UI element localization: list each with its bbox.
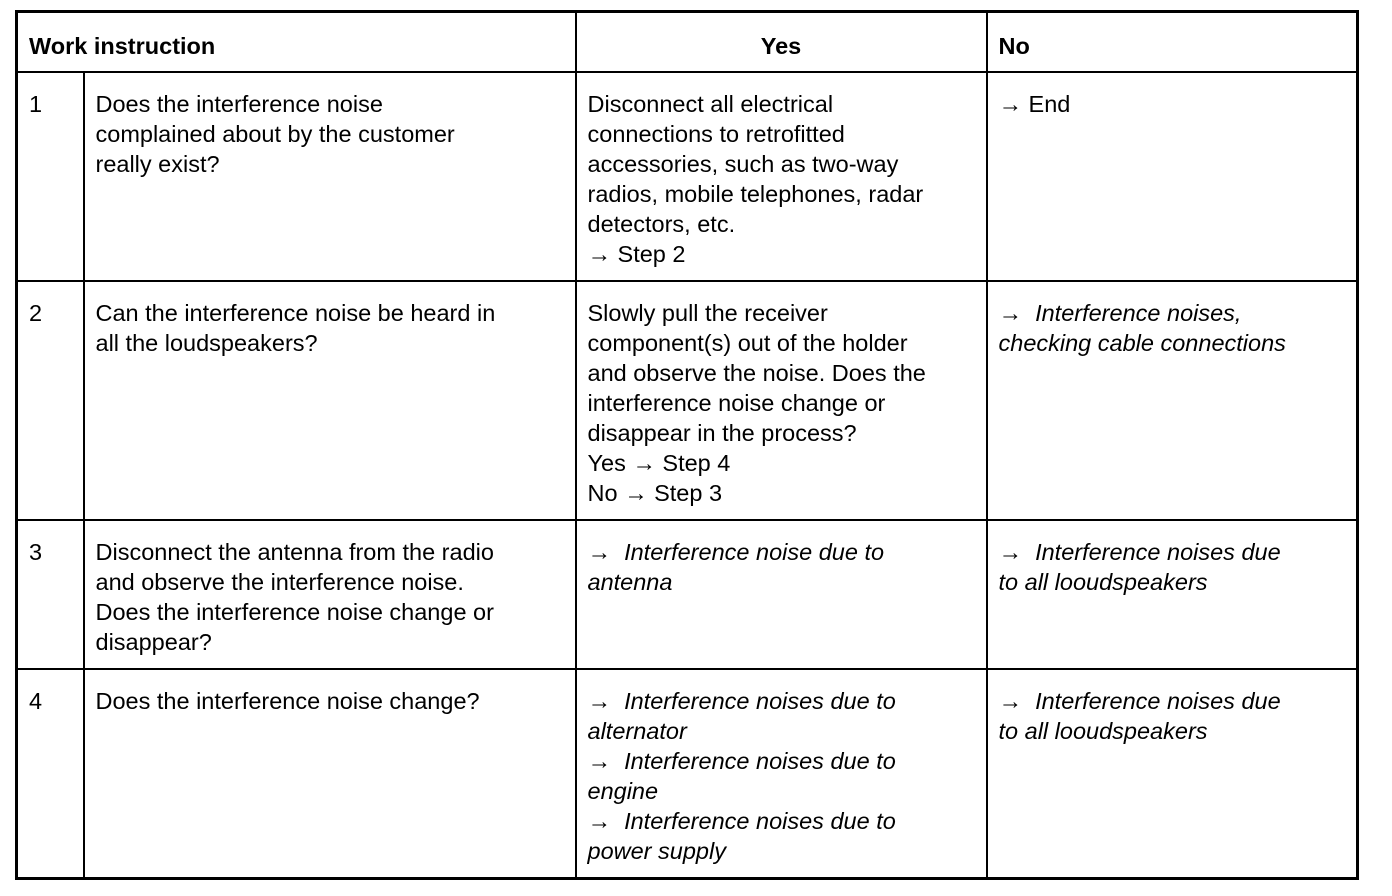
table-row <box>17 281 1358 520</box>
yes-line-text: Interference noises due to <box>624 808 896 834</box>
header-no: No <box>987 12 1358 73</box>
yes-line-text: interference noise change or <box>587 390 886 416</box>
yes-line-text: radios, mobile telephones, radar <box>587 181 924 207</box>
no-line <box>999 537 1346 567</box>
yes-line <box>588 448 975 478</box>
no-cell <box>987 669 1358 878</box>
yes-line-text: Interference noise due to <box>624 539 885 565</box>
header-row <box>17 12 1358 73</box>
header-work-instruction: Work instruction <box>17 12 576 73</box>
question-line: Does the interference noise <box>95 91 383 117</box>
arrow-icon: → <box>998 300 1022 326</box>
yes-line-text: Disconnect all electrical <box>587 91 834 117</box>
no-line <box>999 298 1346 328</box>
yes-line <box>588 298 975 328</box>
yes-line <box>588 537 975 567</box>
arrow-icon: → <box>998 539 1022 565</box>
yes-line <box>588 418 975 448</box>
yes-line <box>588 239 975 269</box>
yes-line-text: Slowly pull the receiver <box>587 300 828 326</box>
arrow-icon: → <box>998 688 1022 714</box>
step-number: 3 <box>17 520 84 669</box>
yes-line <box>588 716 975 746</box>
yes-line-text: Interference noises due to <box>624 688 896 714</box>
yes-line-text: connections to retrofitted <box>587 121 845 147</box>
yes-line <box>588 567 975 597</box>
yes-cell <box>576 669 987 878</box>
no-line-text: → End <box>998 91 1071 117</box>
no-line-text: to all looudspeakers <box>998 718 1208 744</box>
yes-line-text: No → Step 3 <box>587 480 723 506</box>
yes-line-text: Interference noises due to <box>624 748 896 774</box>
yes-line-text: Yes → Step 4 <box>587 450 731 476</box>
yes-line-text: disappear in the process? <box>587 420 857 446</box>
no-cell <box>987 72 1358 281</box>
yes-line-text: and observe the noise. Does the <box>587 360 926 386</box>
yes-line <box>588 358 975 388</box>
yes-line-text: alternator <box>587 718 687 744</box>
yes-line-text: power supply <box>587 838 726 864</box>
no-line <box>999 686 1346 716</box>
no-line <box>999 328 1346 358</box>
yes-line <box>588 746 975 776</box>
question-line: Can the interference noise be heard in <box>95 300 496 326</box>
yes-line <box>588 119 975 149</box>
question-cell <box>84 669 576 878</box>
question-cell <box>84 72 576 281</box>
step-number: 2 <box>17 281 84 520</box>
question-line: all the loudspeakers? <box>95 330 318 356</box>
yes-line-text: component(s) out of the holder <box>587 330 908 356</box>
no-line-text: Interference noises, <box>1035 300 1242 326</box>
yes-line <box>588 209 975 239</box>
question-cell <box>84 520 576 669</box>
step-number: 1 <box>17 72 84 281</box>
arrow-icon: → <box>587 688 611 714</box>
yes-line <box>588 836 975 866</box>
yes-line <box>588 776 975 806</box>
work-instruction-table <box>15 10 1359 880</box>
yes-cell <box>576 72 987 281</box>
table-row <box>17 520 1358 669</box>
yes-line <box>588 806 975 836</box>
yes-cell <box>576 520 987 669</box>
header-yes: Yes <box>576 12 987 73</box>
question-line: really exist? <box>95 151 220 177</box>
arrow-icon: → <box>587 748 611 774</box>
table-row <box>17 72 1358 281</box>
no-cell <box>987 520 1358 669</box>
yes-line <box>588 149 975 179</box>
yes-line <box>588 478 975 508</box>
no-line-text: to all looudspeakers <box>998 569 1208 595</box>
no-line-text: checking cable connections <box>998 330 1286 356</box>
question-line: and observe the interference noise. <box>95 569 464 595</box>
arrow-icon: → <box>587 539 611 565</box>
yes-line-text: accessories, such as two-way <box>587 151 899 177</box>
question-line: Does the interference noise change or <box>95 599 494 625</box>
yes-line-text: antenna <box>587 569 673 595</box>
yes-line <box>588 388 975 418</box>
yes-line <box>588 89 975 119</box>
no-line-text: Interference noises due <box>1035 688 1281 714</box>
question-line: Does the interference noise change? <box>95 688 480 714</box>
no-line <box>999 716 1346 746</box>
question-line: disappear? <box>95 629 212 655</box>
no-cell <box>987 281 1358 520</box>
question-line: Disconnect the antenna from the radio <box>95 539 494 565</box>
yes-line <box>588 179 975 209</box>
yes-line-text: detectors, etc. <box>587 211 736 237</box>
question-line: complained about by the customer <box>95 121 455 147</box>
yes-line-text: engine <box>587 778 659 804</box>
no-line <box>999 89 1346 119</box>
step-number: 4 <box>17 669 84 878</box>
no-line-text: Interference noises due <box>1035 539 1281 565</box>
yes-line <box>588 328 975 358</box>
arrow-icon: → <box>587 808 611 834</box>
no-line <box>999 567 1346 597</box>
yes-line <box>588 686 975 716</box>
question-cell <box>84 281 576 520</box>
table-row <box>17 669 1358 878</box>
yes-line-text: → Step 2 <box>587 241 686 267</box>
yes-cell <box>576 281 987 520</box>
